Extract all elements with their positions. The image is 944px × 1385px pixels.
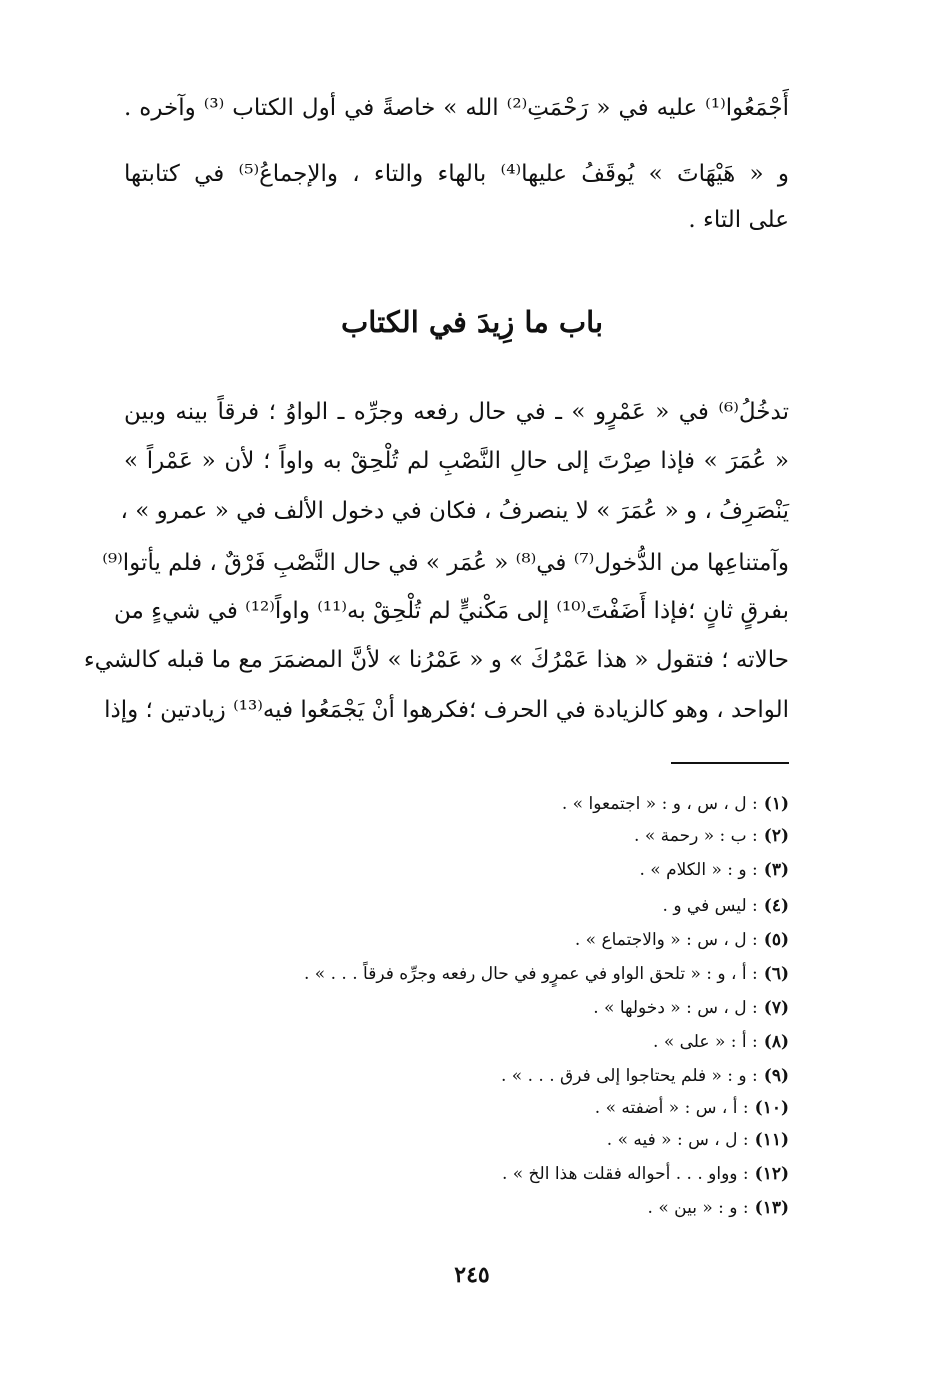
footnote-number: (٥) (763, 930, 789, 950)
footnote-text: : ل ، س : « فيه » . (606, 1130, 749, 1150)
footnote-number: (٨) (763, 1032, 789, 1052)
footnote-text: : ل ، س ، و : « اجتمعوا » . (561, 794, 758, 814)
body-line-5: بفرقٍ ثانٍ ؛فإذا أَضَفْتَ⁽¹⁰⁾ إلى مَكْنيٍّ لم تُلْحِقْ به⁽¹¹⁾ واواً⁽¹²⁾ في شيءٍ من (113, 598, 789, 624)
footnote (124, 856, 789, 884)
footnote-number: (٧) (763, 998, 789, 1018)
footnote-text: : وواو . . . أحواله فقلت هذا الخ » . (501, 1164, 749, 1184)
footnote-text: : أ ، و : « تلحق الواو في عمرٍو في حال رفعه وجرِّه فرقاً . . . » . (304, 964, 758, 984)
footnote-number: (٦) (763, 964, 789, 984)
footnote (124, 926, 789, 954)
body-line-3: يَنْصَرِفُ ، و « عُمَرَ » لا ينصرفُ ، فكان في دخول الألف في « عمرو » ، (120, 498, 789, 524)
footnote-text: : أ ، س : « أضفته » . (594, 1098, 749, 1118)
body-line-6: حالاته ؛ فتقول « هذا عَمْرُكَ » و « عَمْرُنا » لأنَّ المضمَرَ مع ما قبله كالشيء (83, 647, 789, 673)
footnote-text: : ليس في و . (662, 896, 758, 916)
footnote-text: : و : « فلم يحتاجوا إلى فرق . . . » . (500, 1066, 758, 1086)
page-number: ٢٤٥ (454, 1262, 490, 1288)
footnote-text: : ل ، س : « والاجتماع » . (574, 930, 758, 950)
footnote (124, 892, 789, 920)
footnote (124, 1126, 789, 1154)
footnote-number: (١٢) (754, 1164, 789, 1184)
footnote (124, 790, 789, 818)
footnote (124, 1094, 789, 1122)
footnote-text: : ل ، س : « دخولها » . (593, 998, 758, 1018)
footnote-number: (١١) (754, 1130, 789, 1150)
footnote (124, 960, 789, 988)
footnote (124, 1160, 789, 1188)
footnote-text: : و : « الكلام » . (639, 860, 758, 880)
footnote (124, 1194, 789, 1222)
footnote-number: (٩) (763, 1066, 789, 1086)
footnote (124, 822, 789, 850)
body-line-2: « عُمَرَ » فإذا صِرْتَ إلى حالِ النَّصْبِ لم تُلْحِقْ به واواً ؛ لأن « عَمْراً » (124, 448, 789, 474)
section-title: باب ما زِيدَ في الكتاب (340, 305, 604, 339)
intro-line-3: على التاء . (688, 207, 789, 233)
body-line-7: الواحد ، وهو كالزيادة في الحرف ؛فكرهوا أنْ يَجْمَعُوا فيه⁽¹³⁾ زيادتين ؛ وإذا (104, 697, 789, 723)
footnote-text: : ب : « رحمة » . (634, 826, 758, 846)
footnote-text: : و : « بين » . (647, 1198, 749, 1218)
footnote-number: (١٠) (754, 1098, 789, 1118)
body-line-4: وآمتناعِها من الدُّخول⁽⁷⁾ في⁽⁸⁾ « عُمَر » في حال النَّصْبِ فَرْقٌ ، فلم يأتوا⁽⁹⁾ (102, 550, 789, 576)
footnote (124, 1028, 789, 1056)
footnote-number: (٢) (763, 826, 789, 846)
footnote-number: (٤) (763, 896, 789, 916)
footnote-separator (671, 762, 789, 764)
intro-line-2: و « هَيْهَاتَ » يُوقَفُ عليها⁽⁴⁾ بالهاء والتاء ، والإجماعُ⁽⁵⁾ في كتابتها (124, 161, 789, 187)
intro-line-1: أَجْمَعُوا⁽¹⁾ عليه في « رَحْمَتِ⁽²⁾ الله » خاصةً في أول الكتاب ⁽³⁾ وآخره . (124, 95, 789, 121)
footnote-number: (١٣) (754, 1198, 789, 1218)
body-line-1: تدخُلُ⁽⁶⁾ في « عَمْرٍو » ـ في حال رفعه وجرِّه ـ الواوُ ؛ فرقاً بينه وبين (124, 399, 789, 425)
footnote-number: (١) (763, 794, 789, 814)
footnote-number: (٣) (763, 860, 789, 880)
footnote (124, 1062, 789, 1090)
footnote-text: : أ : « على » . (653, 1032, 758, 1052)
footnote (124, 994, 789, 1022)
